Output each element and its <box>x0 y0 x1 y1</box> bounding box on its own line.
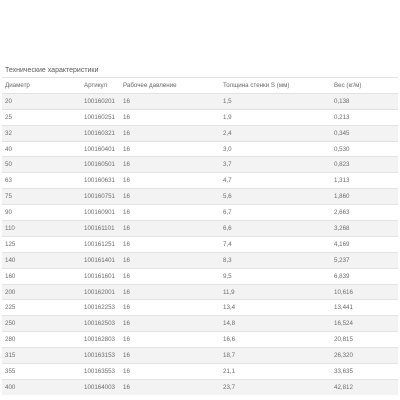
cell-diameter: 200 <box>2 284 81 300</box>
table-row <box>2 300 398 316</box>
cell-wall-thickness: 7,4 <box>220 236 331 252</box>
cell-diameter: 315 <box>2 348 81 364</box>
cell-article: 100162001 <box>81 284 120 300</box>
cell-weight: 0,213 <box>331 109 398 125</box>
cell-diameter: 25 <box>2 109 81 125</box>
cell-diameter: 225 <box>2 300 81 316</box>
cell-pressure: 16 <box>120 221 220 237</box>
cell-wall-thickness: 23,7 <box>220 379 331 394</box>
cell-pressure: 16 <box>120 316 220 332</box>
cell-diameter: 63 <box>2 173 81 189</box>
cell-article: 100160631 <box>81 173 120 189</box>
cell-wall-thickness: 9,5 <box>220 268 331 284</box>
cell-weight: 3,268 <box>331 221 398 237</box>
cell-weight: 42,812 <box>331 379 398 394</box>
cell-article: 100161101 <box>81 221 120 237</box>
specs-section <box>2 66 398 395</box>
cell-weight: 5,237 <box>331 252 398 268</box>
table-header-row <box>2 78 398 94</box>
cell-article: 100162803 <box>81 332 120 348</box>
table-row <box>2 141 398 157</box>
cell-pressure: 16 <box>120 348 220 364</box>
table-row <box>2 268 398 284</box>
cell-pressure: 16 <box>120 93 220 109</box>
table-row <box>2 125 398 141</box>
cell-diameter: 355 <box>2 364 81 380</box>
cell-diameter: 20 <box>2 93 81 109</box>
cell-pressure: 16 <box>120 300 220 316</box>
cell-diameter: 125 <box>2 236 81 252</box>
cell-wall-thickness: 13,4 <box>220 300 331 316</box>
cell-weight: 0,530 <box>331 141 398 157</box>
cell-diameter: 160 <box>2 268 81 284</box>
cell-article: 100160321 <box>81 125 120 141</box>
cell-pressure: 16 <box>120 173 220 189</box>
cell-article: 100160201 <box>81 93 120 109</box>
cell-pressure: 16 <box>120 157 220 173</box>
cell-pressure: 16 <box>120 189 220 205</box>
cell-pressure: 16 <box>120 109 220 125</box>
table-row <box>2 316 398 332</box>
cell-wall-thickness: 3,7 <box>220 157 331 173</box>
cell-diameter: 90 <box>2 205 81 221</box>
cell-article: 100163553 <box>81 364 120 380</box>
cell-diameter: 400 <box>2 379 81 394</box>
table-row <box>2 379 398 394</box>
column-header-pressure: Рабочее давление <box>120 78 220 94</box>
cell-wall-thickness: 3,0 <box>220 141 331 157</box>
cell-diameter: 40 <box>2 141 81 157</box>
specs-table <box>2 77 398 395</box>
cell-pressure: 16 <box>120 268 220 284</box>
cell-article: 100164003 <box>81 379 120 394</box>
cell-pressure: 16 <box>120 125 220 141</box>
table-row <box>2 221 398 237</box>
cell-weight: 1,860 <box>331 189 398 205</box>
cell-diameter: 75 <box>2 189 81 205</box>
cell-diameter: 140 <box>2 252 81 268</box>
table-row <box>2 332 398 348</box>
cell-article: 100161401 <box>81 252 120 268</box>
cell-article: 100160901 <box>81 205 120 221</box>
cell-diameter: 110 <box>2 221 81 237</box>
table-row <box>2 205 398 221</box>
cell-pressure: 16 <box>120 236 220 252</box>
cell-article: 100160751 <box>81 189 120 205</box>
cell-diameter: 50 <box>2 157 81 173</box>
column-header-wall-thickness: Толщина стенки S (мм) <box>220 78 331 94</box>
cell-weight: 0,138 <box>331 93 398 109</box>
cell-wall-thickness: 4,7 <box>220 173 331 189</box>
cell-pressure: 16 <box>120 141 220 157</box>
cell-pressure: 16 <box>120 284 220 300</box>
cell-weight: 13,441 <box>331 300 398 316</box>
cell-article: 100162253 <box>81 300 120 316</box>
cell-article: 100160251 <box>81 109 120 125</box>
cell-diameter: 250 <box>2 316 81 332</box>
cell-weight: 10,616 <box>331 284 398 300</box>
cell-weight: 20,815 <box>331 332 398 348</box>
cell-wall-thickness: 11,9 <box>220 284 331 300</box>
cell-pressure: 16 <box>120 252 220 268</box>
cell-pressure: 16 <box>120 332 220 348</box>
table-row <box>2 173 398 189</box>
cell-article: 100160401 <box>81 141 120 157</box>
cell-article: 100161601 <box>81 268 120 284</box>
cell-wall-thickness: 21,1 <box>220 364 331 380</box>
table-row <box>2 284 398 300</box>
cell-pressure: 16 <box>120 379 220 394</box>
cell-wall-thickness: 6,6 <box>220 221 331 237</box>
cell-weight: 33,635 <box>331 364 398 380</box>
table-row <box>2 157 398 173</box>
table-row <box>2 236 398 252</box>
table-row <box>2 348 398 364</box>
cell-weight: 16,524 <box>331 316 398 332</box>
table-row <box>2 93 398 109</box>
column-header-diameter: Диаметр <box>2 78 81 94</box>
cell-wall-thickness: 2,4 <box>220 125 331 141</box>
section-title: Технические характеристики <box>5 67 99 74</box>
cell-diameter: 32 <box>2 125 81 141</box>
cell-weight: 6,839 <box>331 268 398 284</box>
cell-weight: 2,663 <box>331 205 398 221</box>
cell-wall-thickness: 14,8 <box>220 316 331 332</box>
table-row <box>2 189 398 205</box>
table-row <box>2 109 398 125</box>
cell-weight: 0,345 <box>331 125 398 141</box>
cell-wall-thickness: 1,5 <box>220 93 331 109</box>
cell-article: 100162503 <box>81 316 120 332</box>
table-row <box>2 252 398 268</box>
column-header-weight: Вес (кг/м) <box>331 78 398 94</box>
cell-article: 100160501 <box>81 157 120 173</box>
cell-pressure: 16 <box>120 364 220 380</box>
cell-pressure: 16 <box>120 205 220 221</box>
cell-article: 100161251 <box>81 236 120 252</box>
cell-wall-thickness: 1,9 <box>220 109 331 125</box>
table-body <box>2 93 398 394</box>
cell-weight: 26,320 <box>331 348 398 364</box>
cell-wall-thickness: 5,6 <box>220 189 331 205</box>
cell-wall-thickness: 6,7 <box>220 205 331 221</box>
cell-diameter: 280 <box>2 332 81 348</box>
cell-wall-thickness: 18,7 <box>220 348 331 364</box>
cell-weight: 0,823 <box>331 157 398 173</box>
cell-wall-thickness: 16,6 <box>220 332 331 348</box>
cell-weight: 4,169 <box>331 236 398 252</box>
column-header-article: Артикул <box>81 78 120 94</box>
cell-article: 100163153 <box>81 348 120 364</box>
cell-wall-thickness: 8,3 <box>220 252 331 268</box>
cell-weight: 1,313 <box>331 173 398 189</box>
table-row <box>2 364 398 380</box>
